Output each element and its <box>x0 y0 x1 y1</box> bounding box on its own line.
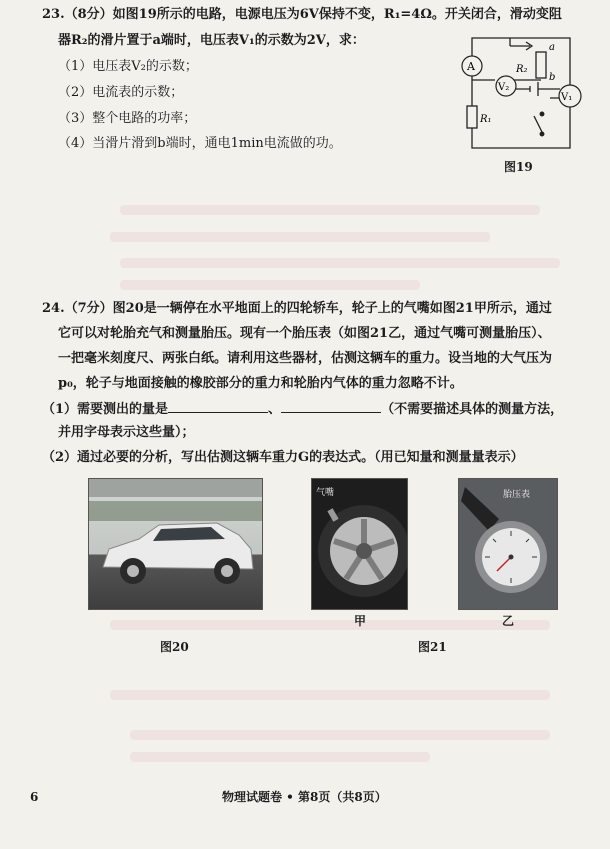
q23-item-1: （1）电压表V₂的示数； <box>58 59 198 74</box>
page-footer: 物理试题卷 • 第8页（共8页） <box>222 790 387 804</box>
tire-gauge-photo <box>458 478 558 610</box>
answer-blank-1[interactable] <box>168 400 268 413</box>
page-mark: 6 <box>30 790 39 804</box>
gauge-label: 胎压表 <box>503 490 531 500</box>
fig21-caption: 图21 <box>418 640 447 654</box>
bleed-through <box>110 690 550 700</box>
q23-item-3: （3）整个电路的功率； <box>58 111 197 126</box>
r1-label: R₁ <box>480 114 492 125</box>
q23-line1: 23.（8分）如图19所示的电路，电源电压为6V保持不变，R₁=4Ω。开关闭合，滑动变阻 <box>42 7 562 22</box>
q24-line4: p₀，轮子与地面接触的橡胶部分的重力和轮胎内气体的重力忽略不计。 <box>58 376 463 391</box>
fig21a-label: 甲 <box>354 614 367 628</box>
bleed-through <box>110 620 550 630</box>
q24-sub1-suffix: （不需要描述具体的测量方法， <box>381 402 564 417</box>
q23-line2: 器R₂的滑片置于a端时，电压表V₁的示数为2V，求： <box>58 33 365 48</box>
v2-label: V₂ <box>498 82 510 93</box>
fig21b-label: 乙 <box>502 614 515 628</box>
car-photo <box>88 478 263 610</box>
bleed-through <box>110 232 490 242</box>
fig19-caption: 图19 <box>504 160 533 174</box>
q23-item-4: （4）当滑片滑到b端时，通电1min电流做的功。 <box>58 136 342 151</box>
q23-item-2: （2）电流表的示数； <box>58 85 184 100</box>
terminal-b-label: b <box>549 72 556 83</box>
ammeter-label: A <box>467 60 475 73</box>
bleed-through <box>120 258 560 268</box>
fig20-caption: 图20 <box>160 640 189 654</box>
q24-line1: 24.（7分）图20是一辆停在水平地面上的四轮轿车，轮子上的气嘴如图21甲所示，通过 <box>42 301 552 316</box>
q24-sub2: （2）通过必要的分析，写出估测这辆车重力G的表达式。（用已知量和测量量表示） <box>42 450 524 465</box>
bleed-through <box>130 730 550 740</box>
circuit-diagram <box>450 28 590 158</box>
tire-valve-photo <box>311 478 408 610</box>
answer-blank-2[interactable] <box>281 400 381 413</box>
q24-sub1 <box>42 400 563 419</box>
q24-sub1-prefix: （1）需要测出的量是 <box>42 402 169 417</box>
q24-sub1-line2: 并用字母表示这些量）； <box>58 425 195 440</box>
bleed-through <box>130 752 430 762</box>
terminal-a-label: a <box>549 42 555 53</box>
q24-line2: 它可以对轮胎充气和测量胎压。现有一个胎压表（如图21乙，通过气嘴可测量胎压）、 <box>58 326 551 341</box>
r2-label: R₂ <box>516 64 528 75</box>
bleed-through <box>120 280 420 290</box>
v1-label: V₁ <box>561 92 573 103</box>
bleed-through <box>120 205 540 215</box>
valve-label: 气嘴 <box>316 488 335 498</box>
q24-sub1-sep: 、 <box>268 402 282 417</box>
q24-line3: 一把毫米刻度尺、两张白纸。请利用这些器材，估测这辆车的重力。设当地的大气压为 <box>58 351 553 366</box>
